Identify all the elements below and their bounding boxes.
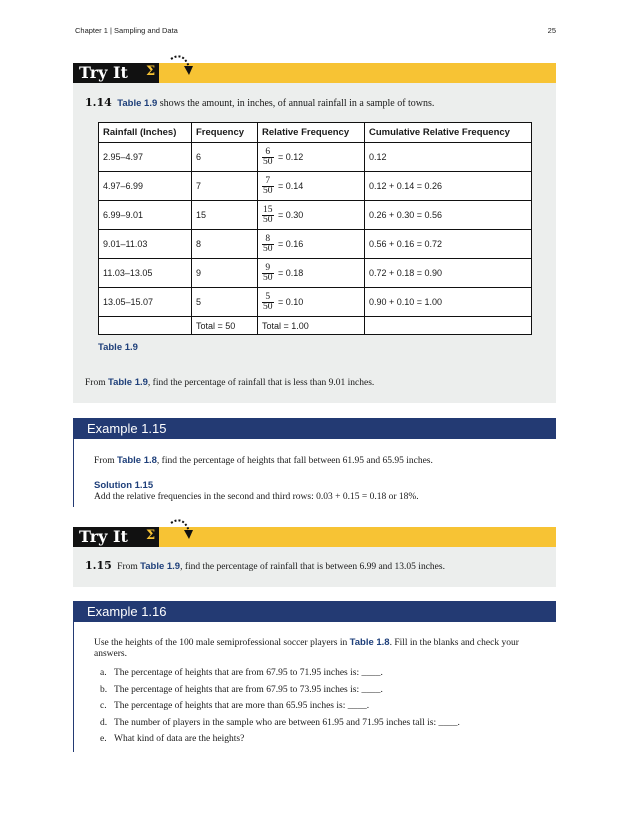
try-it-banner	[73, 63, 556, 83]
problem-1-14	[85, 96, 434, 109]
numerator: 15	[263, 204, 273, 215]
list-text: The percentage of heights that are more than 65.95 inches is: ____.	[114, 701, 370, 711]
cell-rainfall: 9.01–11.03	[99, 230, 192, 259]
cell-frequency: 8	[192, 230, 258, 259]
cell-total-frequency: Total = 50	[192, 317, 258, 335]
running-header: Chapter 1 | Sampling and Data	[75, 26, 178, 35]
problem-text: shows the amount, in inches, of annual rainfall in a sample of towns.	[157, 98, 435, 109]
try-it-banner	[73, 527, 556, 547]
page-number: 25	[547, 26, 556, 35]
cell-cumulative: 0.90 + 0.10 = 1.00	[365, 288, 532, 317]
fraction	[262, 177, 274, 196]
fraction	[262, 235, 274, 254]
solution-text: Add the relative frequencies in the second and third rows: 0.03 + 0.15 = 0.18 or 18%.	[94, 492, 419, 502]
cell-cumulative: 0.12 + 0.14 = 0.26	[365, 172, 532, 201]
question-1-14	[85, 377, 374, 388]
cell-frequency: 6	[192, 143, 258, 172]
denominator: 50	[263, 301, 273, 312]
col-header-rainfall: Rainfall (Inches)	[99, 123, 192, 143]
cell-cumulative: 0.26 + 0.30 = 0.56	[365, 201, 532, 230]
example-1-15-text	[94, 455, 433, 466]
table-link[interactable]: Table 1.9	[117, 98, 158, 109]
list-letter: e.	[100, 734, 107, 744]
list-letter: d.	[100, 717, 108, 728]
table-row	[99, 172, 532, 201]
denominator: 50	[263, 243, 273, 254]
cell-rainfall: 4.97–6.99	[99, 172, 192, 201]
cell-relative	[258, 172, 365, 201]
relative-value: = 0.16	[275, 238, 304, 249]
try-it-label: Try It	[73, 527, 159, 547]
list-letter: c.	[100, 701, 107, 711]
relative-value: = 0.10	[275, 296, 304, 307]
cell-frequency: 9	[192, 259, 258, 288]
numerator: 6	[262, 148, 274, 158]
denominator: 50	[263, 214, 273, 225]
problem-number: 1.15	[85, 559, 112, 572]
try-it-label: Try It	[73, 63, 159, 83]
fraction	[262, 293, 274, 312]
list-item	[100, 701, 369, 711]
curved-arrow-icon	[169, 517, 195, 545]
example-text-pre: From	[94, 456, 117, 466]
table-row	[99, 288, 532, 317]
denominator: 50	[263, 272, 273, 283]
table-row	[99, 143, 532, 172]
intro-text-post: . Fill in the blanks and check your	[389, 638, 519, 648]
rainfall-table	[98, 122, 532, 335]
sigma-icon: Σ	[146, 64, 156, 79]
example-1-16-intro	[94, 637, 519, 648]
cell-rainfall: 13.05–15.07	[99, 288, 192, 317]
cell-cumulative: 0.12	[365, 143, 532, 172]
curved-arrow-icon	[169, 53, 195, 81]
sigma-icon: Σ	[146, 528, 156, 543]
cell-cumulative: 0.72 + 0.18 = 0.90	[365, 259, 532, 288]
col-header-cumulative: Cumulative Relative Frequency	[365, 123, 532, 143]
question-text-pre: From	[85, 378, 108, 388]
example-rule	[73, 439, 74, 507]
table-header-row	[99, 123, 532, 143]
problem-number: 1.14	[85, 96, 112, 109]
cell-relative	[258, 288, 365, 317]
numerator: 7	[262, 177, 274, 187]
numerator: 9	[262, 264, 274, 274]
list-letter: b.	[100, 684, 108, 695]
numerator: 8	[262, 235, 274, 245]
cell-rainfall: 6.99–9.01	[99, 201, 192, 230]
denominator: 50	[263, 185, 273, 196]
list-item	[100, 668, 383, 678]
fraction	[262, 264, 274, 283]
cell-frequency: 5	[192, 288, 258, 317]
problem-text-post: , find the percentage of rainfall that is between 6.99 and 13.05 inches.	[180, 562, 445, 572]
intro-text-pre: Use the heights of the 100 male semiprofessional soccer players in	[94, 638, 350, 648]
col-header-frequency: Frequency	[192, 123, 258, 143]
table-caption: Table 1.9	[98, 342, 138, 353]
table-link[interactable]: Table 1.8	[349, 637, 390, 648]
question-text-post: , find the percentage of rainfall that is less than 9.01 inches.	[147, 378, 375, 388]
relative-value: = 0.30	[275, 209, 304, 220]
problem-text-pre: From	[117, 562, 141, 572]
relative-value: = 0.12	[275, 151, 304, 162]
cell-empty	[365, 317, 532, 335]
table-link[interactable]: Table 1.8	[116, 455, 157, 466]
cell-frequency: 7	[192, 172, 258, 201]
list-text: The percentage of heights that are from 67.95 to 71.95 inches is: ____.	[114, 668, 383, 678]
list-item	[100, 685, 383, 695]
table-link[interactable]: Table 1.9	[140, 561, 181, 572]
table-row	[99, 201, 532, 230]
fraction	[262, 206, 274, 225]
cell-frequency: 15	[192, 201, 258, 230]
numerator: 5	[262, 293, 274, 303]
cell-total-relative: Total = 1.00	[258, 317, 365, 335]
cell-relative	[258, 143, 365, 172]
example-rule	[73, 622, 74, 752]
relative-value: = 0.14	[275, 180, 304, 191]
relative-value: = 0.18	[275, 267, 304, 278]
fraction	[262, 148, 274, 167]
cell-empty	[99, 317, 192, 335]
denominator: 50	[263, 156, 273, 167]
cell-relative	[258, 230, 365, 259]
table-row	[99, 230, 532, 259]
cell-rainfall: 11.03–13.05	[99, 259, 192, 288]
list-item	[100, 734, 244, 744]
example-1-16-title: Example 1.16	[73, 601, 556, 622]
list-letter: a.	[100, 668, 107, 678]
example-text-post: , find the percentage of heights that fall between 61.95 and 65.95 inches.	[156, 456, 433, 466]
table-row	[99, 259, 532, 288]
problem-1-15	[85, 559, 445, 572]
cell-rainfall: 2.95–4.97	[99, 143, 192, 172]
example-1-15-title: Example 1.15	[73, 418, 556, 439]
table-total-row	[99, 317, 532, 335]
list-item	[100, 718, 460, 728]
list-text: The percentage of heights that are from 67.95 to 73.95 inches is: ____.	[114, 684, 383, 695]
list-text: The number of players in the sample who are between 61.95 and 71.95 inches tall is: ____.	[114, 717, 460, 728]
col-header-relative: Relative Frequency	[258, 123, 365, 143]
list-text: What kind of data are the heights?	[114, 734, 245, 744]
cell-relative	[258, 201, 365, 230]
table-link[interactable]: Table 1.9	[107, 377, 148, 388]
example-1-16-intro-line2: answers.	[94, 649, 127, 659]
cell-cumulative: 0.56 + 0.16 = 0.72	[365, 230, 532, 259]
solution-title: Solution 1.15	[94, 480, 154, 491]
cell-relative	[258, 259, 365, 288]
